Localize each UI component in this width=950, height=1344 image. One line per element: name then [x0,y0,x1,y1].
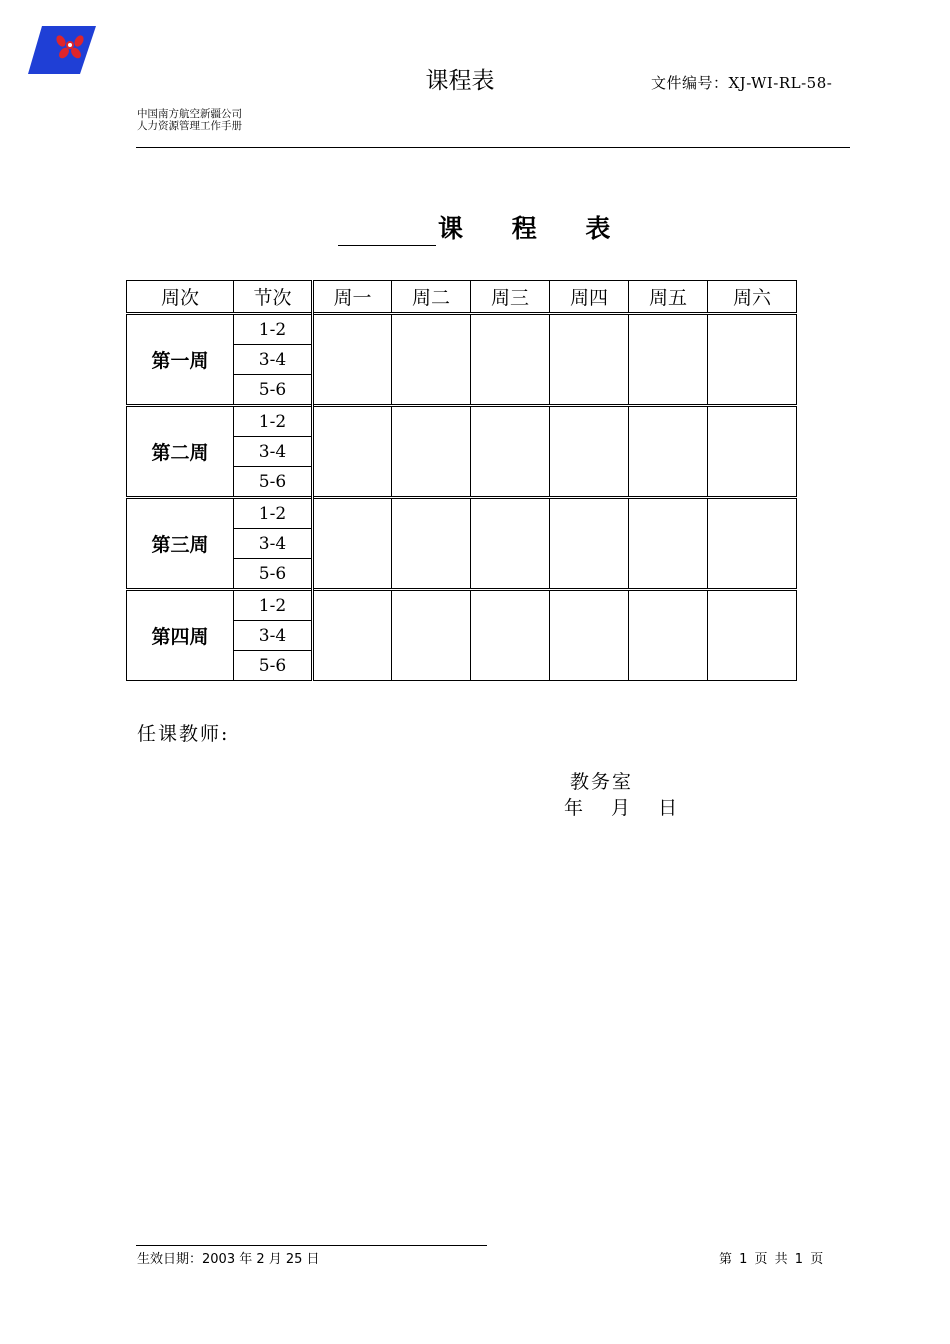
col-header-wed: 周三 [471,281,550,314]
col-header-sat: 周六 [708,281,797,314]
header-divider [136,147,850,148]
week-label: 第二周 [127,406,234,498]
schedule-cell[interactable] [708,590,797,681]
schedule-cell[interactable] [392,314,471,406]
period-cell: 3-4 [234,529,313,559]
table-row [127,590,797,621]
header-title: 课程表 [425,68,495,94]
schedule-cell[interactable] [550,590,629,681]
schedule-cell[interactable] [392,498,471,590]
col-header-thu: 周四 [550,281,629,314]
period-cell: 3-4 [234,621,313,651]
teacher-label: 任课教师: [137,723,230,745]
schedule-cell[interactable] [629,498,708,590]
period-cell: 5-6 [234,559,313,590]
schedule-cell[interactable] [550,314,629,406]
schedule-cell[interactable] [471,406,550,498]
period-cell: 5-6 [234,375,313,406]
schedule-cell[interactable] [313,590,392,681]
page-number: 第 1 页 共 1 页 [719,1252,824,1267]
signature-date: 年 月 日 [564,797,678,819]
schedule-cell[interactable] [313,314,392,406]
schedule-cell[interactable] [313,498,392,590]
schedule-cell[interactable] [629,590,708,681]
schedule-cell[interactable] [708,498,797,590]
col-header-tue: 周二 [392,281,471,314]
schedule-cell[interactable] [629,406,708,498]
period-cell: 1-2 [234,314,313,345]
company-info [137,108,242,132]
schedule-table [126,280,797,681]
col-header-fri: 周五 [629,281,708,314]
header-row [127,281,797,314]
schedule-cell[interactable] [708,314,797,406]
period-cell: 3-4 [234,437,313,467]
schedule-cell[interactable] [471,590,550,681]
period-cell: 5-6 [234,651,313,681]
period-cell: 1-2 [234,590,313,621]
main-title [338,212,630,246]
col-header-period: 节次 [234,281,313,314]
week-label: 第一周 [127,314,234,406]
schedule-cell[interactable] [471,498,550,590]
schedule-cell[interactable] [708,406,797,498]
schedule-cell[interactable] [471,314,550,406]
effective-date: 生效日期：2003 年 2 月 25 日 [137,1252,320,1267]
schedule-cell[interactable] [392,406,471,498]
period-cell: 5-6 [234,467,313,498]
schedule-cell[interactable] [550,406,629,498]
schedule-cell[interactable] [629,314,708,406]
footer-divider [136,1245,487,1246]
table-row [127,314,797,345]
office-label: 教务室 [570,771,634,793]
col-header-week: 周次 [127,281,234,314]
col-header-mon: 周一 [313,281,392,314]
schedule-cell[interactable] [392,590,471,681]
period-cell: 1-2 [234,406,313,437]
table-row [127,406,797,437]
document-number: 文件编号：XJ-WI-RL-58- [651,74,833,92]
week-label: 第三周 [127,498,234,590]
schedule-cell[interactable] [313,406,392,498]
period-cell: 1-2 [234,498,313,529]
week-label: 第四周 [127,590,234,681]
period-cell: 3-4 [234,345,313,375]
manual-name: 人力资源管理工作手册 [137,120,242,132]
main-title-text: 课 程 表 [438,214,631,243]
company-logo [28,26,96,74]
title-blank-line [338,215,436,246]
schedule-cell[interactable] [550,498,629,590]
table-row [127,498,797,529]
company-name: 中国南方航空新疆公司 [137,108,242,120]
